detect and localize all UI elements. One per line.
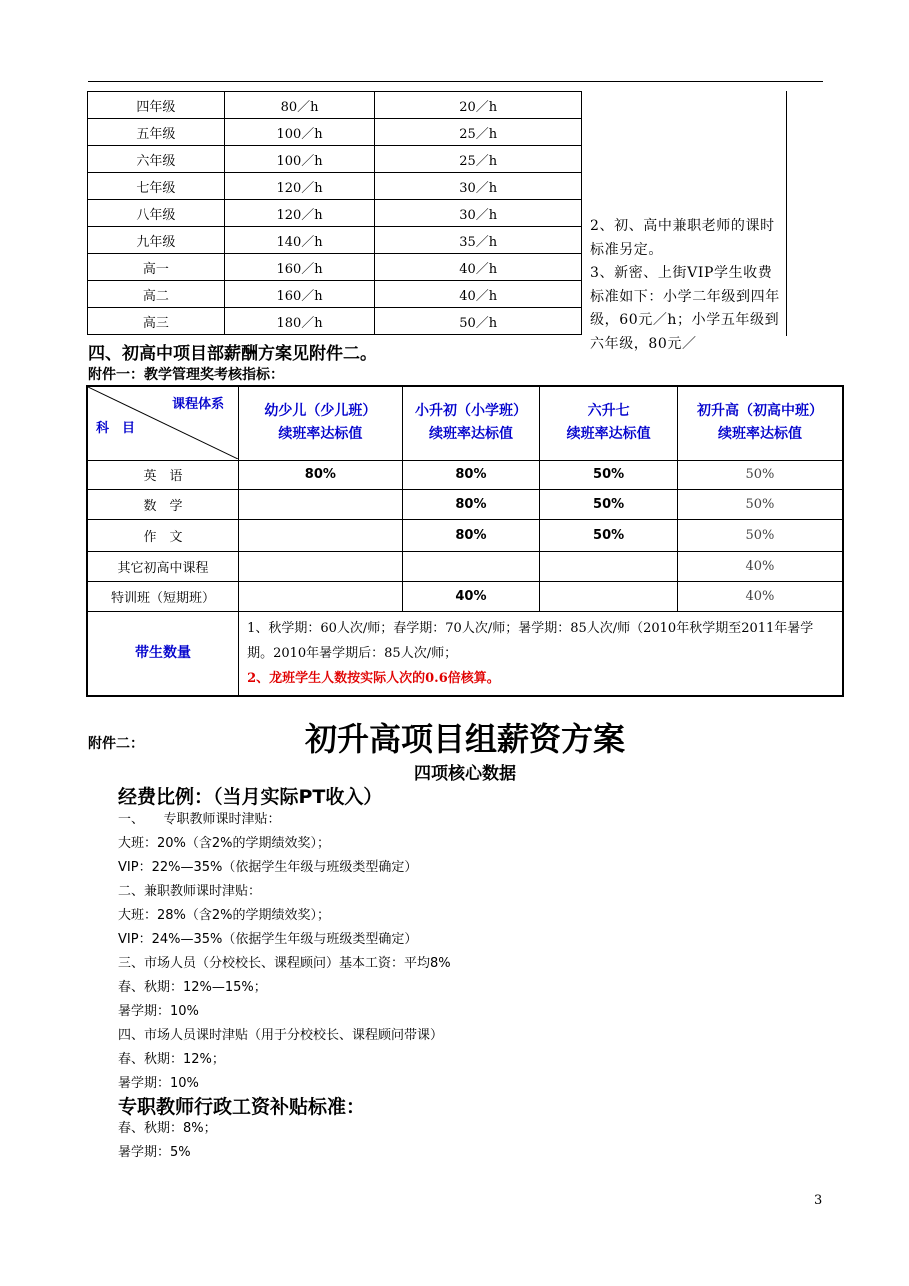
grade-cell-a: 140／h: [224, 227, 375, 254]
kpi-cell-c3: [540, 551, 678, 581]
header-junior-senior: 初升高（初高中班） 续班率达标值: [677, 386, 843, 460]
kpi-cell-subject: 特训班（短期班）: [87, 581, 239, 611]
header-primary: 小升初（小学班） 续班率达标值: [402, 386, 540, 460]
grade-cell-b: 50／h: [375, 308, 582, 335]
fee-line: 大班：20%（含2%的学期绩效奖）；: [118, 836, 331, 851]
kpi-cell-c2: [402, 551, 540, 581]
admin-line: 暑学期：5%: [118, 1145, 191, 1160]
side-note-2: 2、初、高中兼职老师的课时标准另定。: [590, 218, 775, 258]
kpi-cell-c4: 50%: [677, 489, 843, 519]
kpi-cell-c3: 50%: [540, 519, 678, 551]
grade-row: [88, 92, 582, 119]
grade-cell-a: 100／h: [224, 119, 375, 146]
grade-cell-grade: 六年级: [88, 146, 225, 173]
grade-cell-a: 120／h: [224, 200, 375, 227]
grade-cell-grade: 九年级: [88, 227, 225, 254]
kpi-cell-c1: 80%: [239, 460, 403, 489]
fee-ratio-heading: 经费比例：（当月实际PT收入）: [118, 786, 383, 808]
fee-line: 暑学期：10%: [118, 1004, 199, 1019]
grade-row: [88, 281, 582, 308]
header-6to7: 六升七 续班率达标值: [540, 386, 678, 460]
fee-line: VIP：24%—35%（依据学生年级与班级类型确定）: [118, 932, 418, 947]
kpi-cell-c1: [239, 519, 403, 551]
diag-top-label: 课程体系: [172, 397, 225, 413]
diag-header-cell: [87, 386, 239, 460]
grade-cell-a: 160／h: [224, 254, 375, 281]
kpi-cell-c3: 50%: [540, 460, 678, 489]
grade-row: [88, 227, 582, 254]
grade-cell-b: 25／h: [375, 146, 582, 173]
grade-cell-grade: 高一: [88, 254, 225, 281]
side-note-3: 3、新密、上街VIP学生收费标准如下：小学二年级到四年级，60元／h；小学五年级到六年级，80元／: [590, 265, 780, 352]
kpi-cell-c4: 50%: [677, 460, 843, 489]
grade-fee-table: [87, 91, 582, 335]
grade-cell-grade: 高二: [88, 281, 225, 308]
grade-cell-b: 40／h: [375, 254, 582, 281]
plan-subtitle: 四项核心数据: [414, 764, 516, 784]
grade-cell-b: 35／h: [375, 227, 582, 254]
section-4-heading: 四、初高中项目部薪酬方案见附件二。: [88, 344, 377, 364]
grade-cell-grade: 四年级: [88, 92, 225, 119]
kpi-cell-c4: 50%: [677, 519, 843, 551]
grade-row: [88, 146, 582, 173]
grade-cell-b: 25／h: [375, 119, 582, 146]
grade-cell-b: 30／h: [375, 200, 582, 227]
fee-line: 大班：28%（含2%的学期绩效奖）；: [118, 908, 331, 923]
kpi-row: [87, 581, 843, 611]
header-rule: [88, 81, 823, 82]
grade-row: [88, 173, 582, 200]
kpi-cell-c1: [239, 551, 403, 581]
grade-cell-b: 40／h: [375, 281, 582, 308]
grade-cell-grade: 五年级: [88, 119, 225, 146]
kpi-cell-subject: 英 语: [87, 460, 239, 489]
kpi-cell-subject: 其它初高中课程: [87, 551, 239, 581]
admin-subsidy-heading: 专职教师行政工资补贴标准：: [118, 1096, 366, 1118]
grade-cell-b: 20／h: [375, 92, 582, 119]
fee-line: 暑学期：10%: [118, 1076, 199, 1091]
kpi-cell-c2: 80%: [402, 489, 540, 519]
kpi-cell-c4: 40%: [677, 551, 843, 581]
kpi-cell-c3: 50%: [540, 489, 678, 519]
kpi-cell-c1: [239, 581, 403, 611]
grade-cell-a: 100／h: [224, 146, 375, 173]
attachment-1-heading: 附件一：教学管理奖考核指标：: [88, 367, 284, 383]
kpi-table: [86, 385, 844, 697]
header-kids: 幼少儿（少儿班） 续班率达标值: [239, 386, 403, 460]
kpi-cell-c2: 40%: [402, 581, 540, 611]
fee-line: 一、 专职教师课时津贴：: [118, 812, 281, 827]
kpi-cell-c2: 80%: [402, 460, 540, 489]
grade-cell-grade: 八年级: [88, 200, 225, 227]
fee-line: 三、市场人员（分校校长、课程顾问）基本工资：平均8%: [118, 956, 451, 971]
page-number: 3: [814, 1193, 823, 1208]
kpi-cell-subject: 数 学: [87, 489, 239, 519]
students-content: [239, 611, 843, 696]
kpi-cell-c2: 80%: [402, 519, 540, 551]
side-notes: [590, 215, 786, 356]
grade-cell-a: 180／h: [224, 308, 375, 335]
grade-cell-b: 30／h: [375, 173, 582, 200]
grade-row: [88, 200, 582, 227]
kpi-cell-c3: [540, 581, 678, 611]
grade-row: [88, 254, 582, 281]
grade-row: [88, 308, 582, 335]
fee-lines: [118, 808, 451, 1096]
fee-line: 四、市场人员课时津贴（用于分校校长、课程顾问带课）: [118, 1028, 444, 1043]
students-red-note: 2、龙班学生人数按实际人次的0.6倍核算。: [247, 670, 500, 686]
kpi-cell-subject: 作 文: [87, 519, 239, 551]
kpi-cell-c4: 40%: [677, 581, 843, 611]
grade-cell-grade: 高三: [88, 308, 225, 335]
fee-line: VIP：22%—35%（依据学生年级与班级类型确定）: [118, 860, 418, 875]
plan-title: 初升高项目组薪资方案: [304, 720, 625, 758]
kpi-row: [87, 551, 843, 581]
diag-bottom-label: 科 目: [96, 421, 136, 437]
fee-line: 春、秋期：12%；: [118, 1052, 225, 1067]
side-border: [786, 91, 787, 336]
grade-cell-a: 120／h: [224, 173, 375, 200]
fee-line: 春、秋期：12%—15%；: [118, 980, 267, 995]
admin-line: 春、秋期：8%；: [118, 1121, 217, 1136]
grade-cell-a: 160／h: [224, 281, 375, 308]
kpi-row: [87, 489, 843, 519]
fee-line: 二、兼职教师课时津贴：: [118, 884, 262, 899]
attachment-2-label: 附件二：: [88, 736, 144, 752]
kpi-row: [87, 519, 843, 551]
students-label: 带生数量: [87, 611, 239, 696]
admin-lines: [118, 1117, 217, 1165]
grade-cell-a: 80／h: [224, 92, 375, 119]
students-text: 1、秋学期：60人次/师；春学期：70人次/师；暑学期：85人次/师（2010年秋学期至2011年暑学期。2010年暑学期后：85人次/师；: [247, 620, 814, 661]
kpi-row: [87, 460, 843, 489]
grade-row: [88, 119, 582, 146]
kpi-cell-c1: [239, 489, 403, 519]
grade-cell-grade: 七年级: [88, 173, 225, 200]
